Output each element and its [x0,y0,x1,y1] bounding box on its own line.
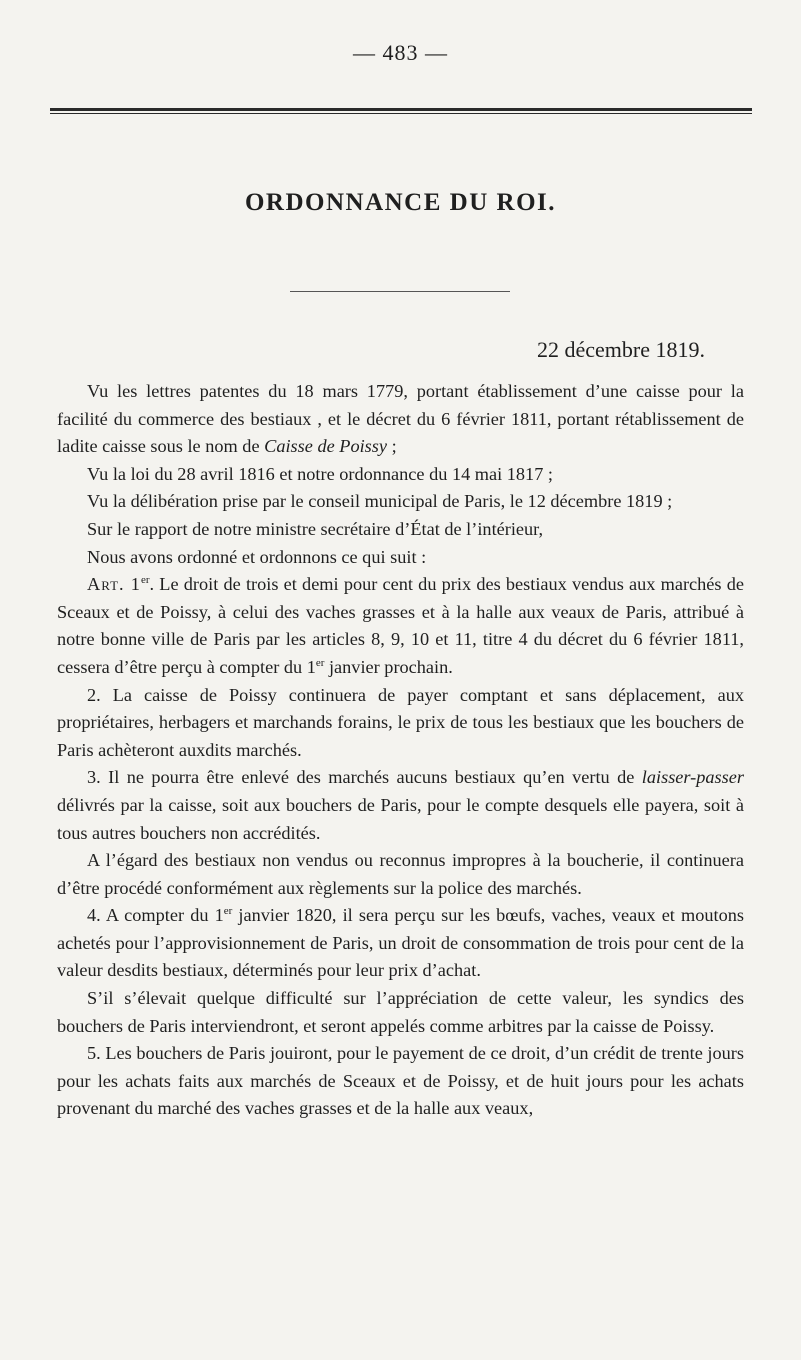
document-title: ORDONNANCE DU ROI. [244,189,557,216]
page-number: — 483 — [353,40,448,65]
article-2: 2. La caisse de Poissy continuera de payer comptant et sans déplacement, aux propriétaires, herbagers et marchands forains, le prix de tous les bestiaux que les bouchers de Paris achèteront auxdits marchés. [57,684,744,760]
preamble-vu-lettres: Vu les lettres patentes du 18 mars 1779, portant établissement d’une caisse pour la facilité du commerce des bestiaux , et le décret du 6 février 1811, portant rétablissement de ladite caisse sous le nom de Caisse de Poissy ; [57,381,744,457]
preamble-ordonnons: Nous avons ordonné et ordonnons ce qui suit : [87,546,427,567]
preamble-vu-loi: Vu la loi du 28 avril 1816 et notre ordonnance du 14 mai 1817 ; [87,463,553,484]
article-4-paragraph-2: S’il s’élevait quelque difficulté sur l’appréciation de cette valeur, les syndics des bouchers de Paris interviendront, et seront appelés comme arbitres par la caisse de Poissy. [57,988,744,1036]
article-3-paragraph-2: A l’égard des bestiaux non vendus ou reconnus impropres à la boucherie, il continuera d’être procédé conformément aux règlements sur la police des marchés. [57,850,744,898]
header-rule-thin [50,113,752,114]
article-5: 5. Les bouchers de Paris jouiront, pour le payement de ce droit, d’un crédit de trente jours pour les achats faits aux marchés de Sceaux et de Poissy, et de huit jours pour les achats provenant du marché des vaches grasses et de la halle aux veaux, [57,1043,744,1119]
preamble-vu-deliberation: Vu la délibération prise par le conseil municipal de Paris, le 12 décembre 1819 ; [87,491,673,512]
article-4: 4. A compter du 1er janvier 1820, il sera perçu sur les bœufs, vaches, veaux et moutons achetés pour l’approvisionnement de Paris, un droit de consommation de trois pour cent de la valeur desdits bestiaux, déterminés pour leur prix d’achat. [57,905,744,981]
article-1: Art. 1er. Le droit de trois et demi pour cent du prix des bestiaux vendus aux marchés de Sceaux et de Poissy, à celui des vaches grasses et à la halle aux veaux de Paris, attribué à notre bonne ville de Paris par les articles 8, 9, 10 et 11, titre 4 du décret du 6 février 1811, cessera d’être perçu à compter du 1er janvier prochain. [57,574,744,677]
document-body [57,378,744,1123]
preamble-rapport: Sur le rapport de notre ministre secrétaire d’État de l’intérieur, [87,518,544,539]
document-date: 22 décembre 1819. [537,337,705,362]
header-rule-thick [50,108,752,111]
title-underline [290,291,510,292]
article-3: 3. Il ne pourra être enlevé des marchés aucuns bestiaux qu’en vertu de laisser-passer délivrés par la caisse, soit aux bouchers de Paris, pour le compte desquels elle payera, soit à tous autres bouchers non accrédités. [57,767,744,843]
